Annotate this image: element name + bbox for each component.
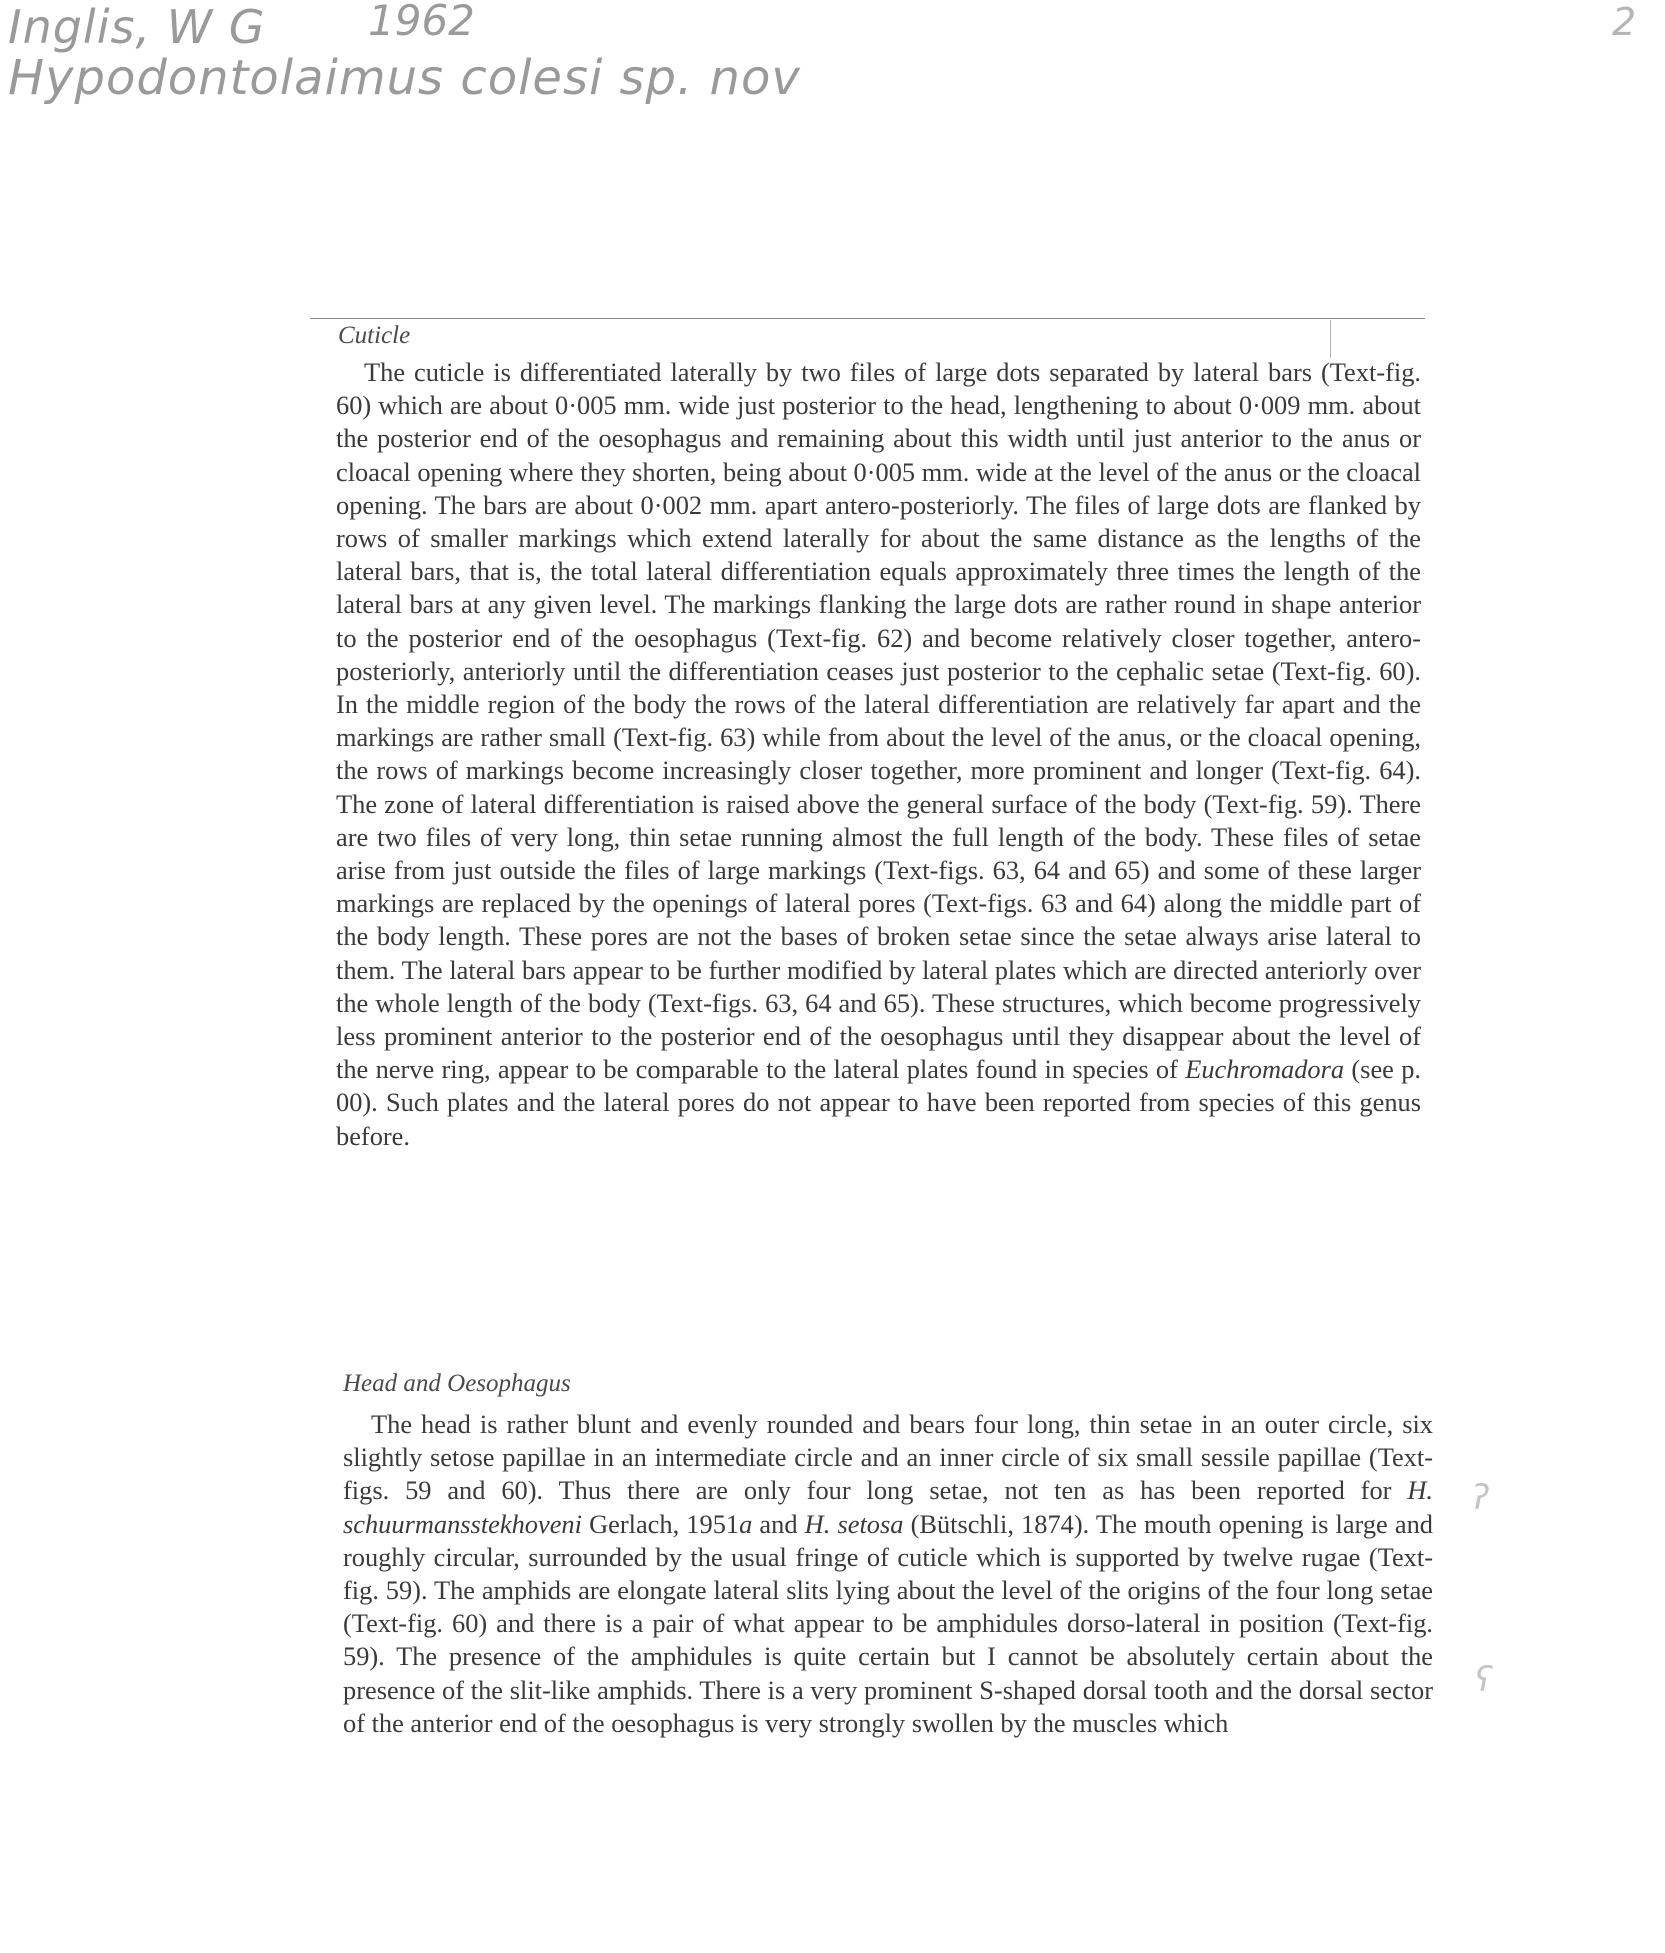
margin-mark: ʕ xyxy=(1475,1660,1493,1700)
handwritten-author: Inglis, W G xyxy=(8,0,266,54)
handwritten-year: 1962 xyxy=(368,0,475,45)
paragraph-cuticle-end: (see p. 00). Such plates and the lateral pores do not appear to have been reported from species of this genus before. xyxy=(336,1054,1421,1151)
text-run: and xyxy=(752,1508,805,1539)
genus-name: Euchromadora xyxy=(1185,1054,1345,1085)
margin-mark: ʔ xyxy=(1472,1478,1490,1518)
top-rule xyxy=(310,318,1425,319)
text-run: The head is rather blunt and evenly rounded and bears four long, thin setae in an outer circle, six slightly setose papillae in an intermediate circle and an inner circle of six small sessile papillae (Text-figs. 59 and 60). Thus there are only four long setae, not ten as has been reported for xyxy=(343,1409,1433,1506)
handwritten-page-number: 2 xyxy=(1612,0,1637,44)
species-name: H. setosa xyxy=(804,1508,904,1539)
paragraph-cuticle-text: The cuticle is differentiated laterally by two files of large dots separated by lateral bars (Text-fig. 60) which are about 0·005 mm. wide just posterior to the head, lengthening to about 0·009 mm. about the posterior end of the oesophagus and remaining about this width until just anterior to the anus or cloacal opening where they shorten, being about 0·005 mm. wide at the level of the anus or the cloacal opening. The bars are about 0·002 mm. apart antero-posteriorly. The files of large dots are flanked by rows of smaller markings which extend laterally for about the same distance as the lengths of the lateral bars, that is, the total lateral differentiation equals approximately three times the length of the lateral bars at any given level. The markings flanking the large dots are rather round in shape anterior to the posterior end of the oesophagus (Text-fig. 62) and become relatively closer together, antero-posteriorly, anteriorly until the differentiation ceases just posterior to the cephalic setae (Text-fig. 60). In the middle region of the body the rows of the lateral differentiation are relatively far apart and the markings are rather small (Text-fig. 63) while from about the level of the anus, or the cloacal opening, the rows of markings become increasingly closer together, more prominent and longer (Text-fig. 64). The zone of lateral differentiation is raised above the general surface of the body (Text-fig. 59). There are two files of very long, thin setae running almost the full length of the body. These files of setae arise from just outside the files of large markings (Text-figs. 63, 64 and 65) and some of these larger markings are replaced by the openings of lateral pores (Text-figs. 63 and 64) along the middle part of the body length. These pores are not the bases of broken setae since the setae always arise lateral to them. The lateral bars appear to be further modified by lateral plates which are directed anteriorly over the whole length of the body (Text-figs. 63, 64 and 65). These structures, which become progressively less prominent anterior to the posterior end of the oesophagus until they disappear about the level of the nerve ring, appear to be comparable to the lateral plates found in species of xyxy=(336,357,1421,1085)
paragraph-head-oesophagus xyxy=(343,1408,1433,1740)
rule-tick xyxy=(1330,320,1331,358)
species-name: H. schuurmansstekhoveni xyxy=(343,1475,1433,1539)
year-suffix: a xyxy=(739,1508,753,1539)
text-run: (Bütschli, 1874). The mouth opening is large and roughly circular, surrounded by the usual fringe of cuticle which is supported by twelve rugae (Text-fig. 59). The amphids are elongate lateral slits lying about the level of the origins of the four long setae (Text-fig. 60) and there is a pair of what appear to be amphidules dorso-lateral in position (Text-fig. 59). The presence of the amphidules is quite certain but I cannot be absolutely certain about the presence of the slit-like amphids. There is a very prominent S-shaped dorsal tooth and the dorsal sector of the anterior end of the oesophagus is very strongly swollen by the muscles which xyxy=(343,1508,1433,1738)
handwritten-species: Hypodontolaimus colesi sp. nov xyxy=(8,50,801,106)
section-heading-cuticle: Cuticle xyxy=(338,322,411,349)
text-run: Gerlach, 1951 xyxy=(581,1508,740,1539)
paragraph-cuticle xyxy=(336,356,1421,1153)
section-heading-head-oesophagus: Head and Oesophagus xyxy=(343,1370,571,1397)
